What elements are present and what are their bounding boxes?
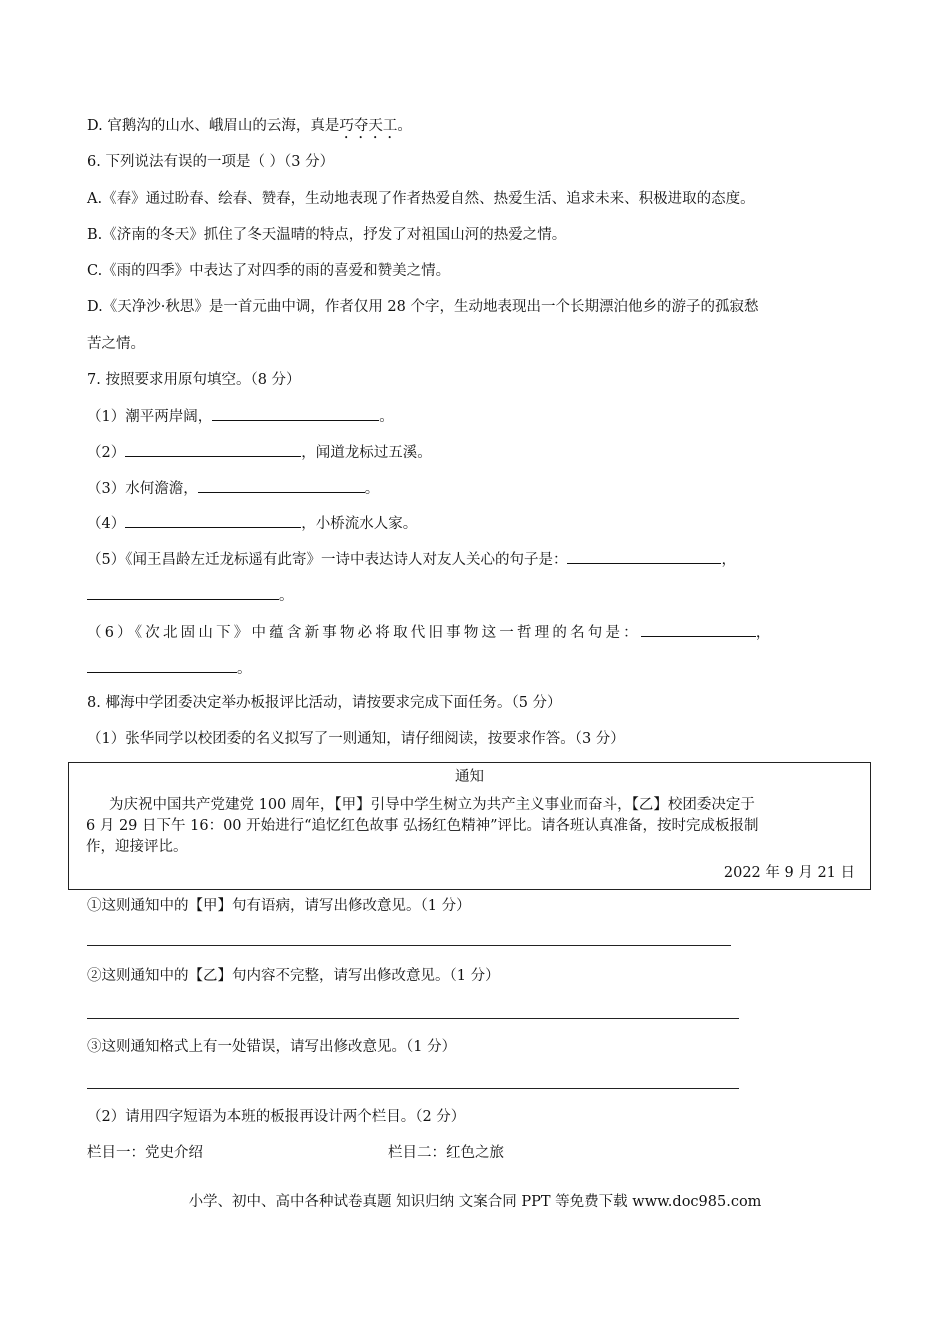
q7-item-5-prefix: （5）《闻王昌龄左迁龙标遥有此寄》一诗中表达诗人对友人关心的句子是： [87, 552, 568, 568]
q7-item-1-prefix: （1）潮平两岸阔， [87, 409, 213, 425]
q7-item-6-end: 。 [237, 661, 252, 677]
q7-item-6-cont [87, 657, 252, 679]
q7-item-5-cont [87, 584, 294, 606]
q7-item-5-blank-1[interactable] [567, 548, 721, 564]
q5-option-d-emphasis: 巧夺天工 [339, 118, 398, 134]
notice-date: 2022 年 9 月 21 日 [723, 865, 855, 881]
q7-item-5 [87, 548, 736, 570]
q6-option-a: A.《春》通过盼春、绘春、赞春，生动地表现了作者热爱自然、热爱生活、追求未来、积极进取的态度。 [87, 191, 755, 207]
q8-sub-1: ①这则通知中的【甲】句有语病，请写出修改意见。（1 分） [87, 898, 471, 914]
notice-box [68, 762, 871, 890]
q7-item-1-blank[interactable] [212, 405, 379, 421]
q5-option-d-suffix: 。 [397, 118, 412, 134]
notice-body-line-3: 作，迎接评比。 [86, 839, 188, 855]
q7-item-2 [87, 441, 432, 463]
q6-option-c: C.《雨的四季》中表达了对四季的雨的喜爱和赞美之情。 [87, 263, 451, 279]
q6-option-d-line2: 苦之情。 [87, 336, 145, 352]
q5-option-d-prefix: D. 官鹅沟的山水、峨眉山的云海，真是 [87, 118, 340, 134]
q8-sub-2-answer-line[interactable] [87, 1018, 739, 1019]
q7-item-4-blank[interactable] [125, 512, 301, 528]
q7-item-4 [87, 512, 417, 534]
q7-item-3 [87, 477, 379, 499]
q7-item-5-end: 。 [279, 588, 294, 604]
q7-item-2-blank[interactable] [125, 441, 301, 457]
q7-item-6 [87, 621, 774, 643]
notice-body-line-1: 为庆祝中国共产党建党 100 周年，【甲】引导中学生树立为共产主义事业而奋斗，【乙】校团委决定于 [109, 797, 755, 813]
notice-body-line-2: 6 月 29 日下午 16：00 开始进行“追忆红色故事 弘扬红色精神”评比。请各班认真准备，按时完成板报制 [86, 818, 759, 834]
q8-column-2: 栏目二：红色之旅 [388, 1145, 504, 1161]
q7-item-3-blank[interactable] [198, 477, 365, 493]
q7-item-6-blank-2[interactable] [87, 657, 237, 673]
q7-item-5-comma: ， [721, 552, 736, 568]
q7-item-2-prefix: （2） [87, 445, 126, 461]
q6-option-d-line1: D.《天净沙·秋思》是一首元曲中调，作者仅用 28 个字，生动地表现出一个长期漂泊他乡的游子的孤寂愁 [87, 299, 759, 315]
q7-item-3-suffix: 。 [364, 481, 380, 497]
q7-item-6-comma: ， [755, 625, 774, 641]
q7-item-1 [87, 405, 394, 427]
q8-part-2: （2）请用四字短语为本班的板报再设计两个栏目。（2 分） [87, 1109, 466, 1125]
q6-stem: 6. 下列说法有误的一项是（ ）（3 分） [87, 154, 335, 170]
q8-sub-3: ③这则通知格式上有一处错误，请写出修改意见。（1 分） [87, 1039, 457, 1055]
q7-stem: 7. 按照要求用原句填空。（8 分） [87, 372, 301, 388]
page-footer: 小学、初中、高中各种试卷真题 知识归纳 文案合同 PPT 等免费下载 www.doc985.com [188, 1194, 762, 1210]
q7-item-5-blank-2[interactable] [87, 584, 279, 600]
q7-item-4-prefix: （4） [87, 516, 126, 532]
q8-sub-1-answer-line[interactable] [87, 945, 731, 946]
notice-title: 通知 [455, 769, 484, 785]
q7-item-3-prefix: （3）水何澹澹， [87, 481, 198, 497]
q7-item-6-blank-1[interactable] [641, 621, 756, 637]
q7-item-2-suffix: ，闻道龙标过五溪。 [301, 445, 432, 461]
q5-option-d [87, 116, 412, 142]
q6-option-b: B.《济南的冬天》抓住了冬天温晴的特点，抒发了对祖国山河的热爱之情。 [87, 227, 567, 243]
q8-stem: 8. 椰海中学团委决定举办板报评比活动，请按要求完成下面任务。（5 分） [87, 695, 562, 711]
q8-part-1: （1）张华同学以校团委的名义拟写了一则通知，请仔细阅读，按要求作答。（3 分） [87, 731, 625, 747]
q8-sub-2: ②这则通知中的【乙】句内容不完整，请写出修改意见。（1 分） [87, 968, 500, 984]
q7-item-1-suffix: 。 [379, 409, 394, 425]
q7-item-4-suffix: ，小桥流水人家。 [301, 516, 418, 532]
q7-item-6-prefix: （6）《次北固山下》中蕴含新事物必将取代旧事物这一哲理的名句是： [87, 625, 641, 641]
q8-sub-3-answer-line[interactable] [87, 1088, 739, 1089]
q8-column-1: 栏目一：党史介绍 [87, 1145, 203, 1161]
